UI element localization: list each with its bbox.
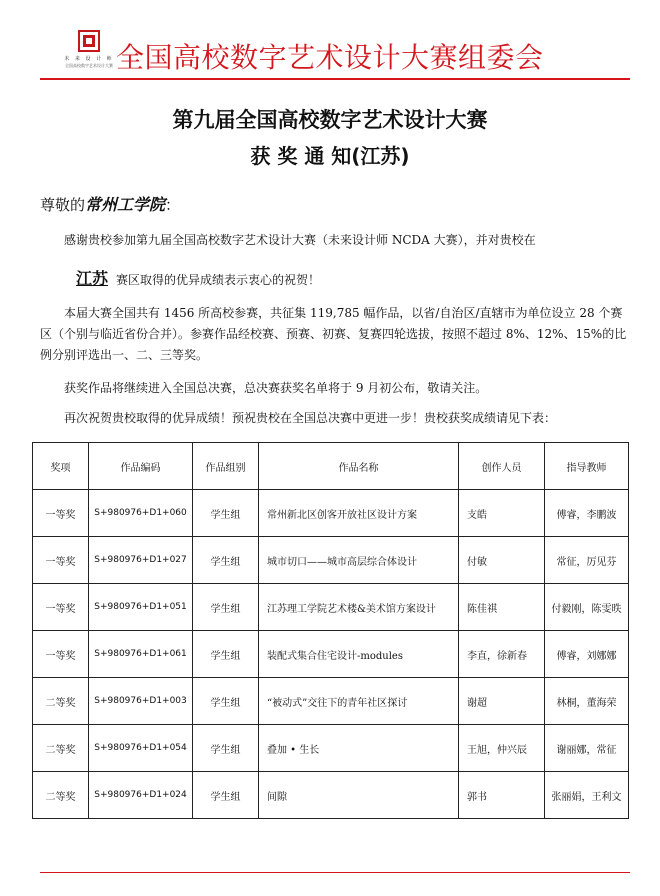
- header-group: 作品组别: [193, 443, 259, 490]
- cell-title: 城市切口——城市高层综合体设计: [259, 537, 459, 584]
- cell-title: 常州新北区创客开放社区设计方案: [259, 490, 459, 537]
- cell-code: S+980976+D1+060: [89, 490, 193, 537]
- cell-code: S+980976+D1+003: [89, 678, 193, 725]
- region-text: 赛区取得的优异成绩表示衷心的祝贺！: [116, 273, 321, 287]
- cell-title: 江苏理工学院艺术楼&美术馆方案设计: [259, 584, 459, 631]
- cell-advisors: 付毅刚，陈雯昳: [545, 584, 629, 631]
- cell-advisors: 谢丽娜，常征: [545, 725, 629, 772]
- header-divider: [40, 78, 630, 80]
- table-header-row: [33, 443, 629, 490]
- school-name: 常州工学院: [85, 195, 166, 214]
- cell-group: 学生组: [193, 772, 259, 819]
- cell-title: 叠加 • 生长: [259, 725, 459, 772]
- cell-group: 学生组: [193, 490, 259, 537]
- table-row: [33, 584, 629, 631]
- cell-advisors: 常征，厉见芬: [545, 537, 629, 584]
- region-line: [76, 266, 320, 289]
- header-award: 奖项: [33, 443, 89, 490]
- region-name: 江苏: [76, 269, 109, 288]
- cell-group: 学生组: [193, 537, 259, 584]
- footer-divider: [40, 872, 630, 873]
- paragraph-thanks: 感谢贵校参加第九届全国高校数字艺术设计大赛（未来设计师 NCDA 大赛），并对贵校在: [64, 233, 536, 247]
- cell-creators: 付敏: [459, 537, 545, 584]
- cell-creators: 李直，徐新春: [459, 631, 545, 678]
- cell-code: S+980976+D1+024: [89, 772, 193, 819]
- cell-group: 学生组: [193, 631, 259, 678]
- cell-group: 学生组: [193, 678, 259, 725]
- letterhead: [0, 0, 660, 82]
- cell-creators: 郭书: [459, 772, 545, 819]
- cell-title: 间隙: [259, 772, 459, 819]
- cell-code: S+980976+D1+054: [89, 725, 193, 772]
- awards-table: [32, 442, 629, 819]
- cell-code: S+980976+D1+027: [89, 537, 193, 584]
- salutation-suffix: ：: [165, 196, 181, 214]
- cell-award: 一等奖: [33, 537, 89, 584]
- cell-code: S+980976+D1+061: [89, 631, 193, 678]
- document-title: 第九届全国高校数字艺术设计大赛: [172, 108, 488, 132]
- organizer-title: 全国高校数字艺术设计大赛组委会: [116, 41, 544, 74]
- table-row: [33, 537, 629, 584]
- cell-award: 二等奖: [33, 772, 89, 819]
- header-code: 作品编码: [89, 443, 193, 490]
- table-row: [33, 772, 629, 819]
- cell-group: 学生组: [193, 725, 259, 772]
- cell-award: 一等奖: [33, 490, 89, 537]
- cell-title: 装配式集合住宅设计-modules: [259, 631, 459, 678]
- header-advisors: 指导教师: [545, 443, 629, 490]
- paragraph-statistics: 本届大赛全国共有 1456 所高校参赛，共征集 119,785 幅作品，以省/自治区/直辖市为单位设立 28 个赛区（个别与临近省份合并）。参赛作品经校赛、预赛、初赛、复赛四轮选拔，按照不超过 8%、12%、15%的比例分别评选出一、二、三等奖。: [40, 306, 627, 362]
- ncda-logo-icon: [78, 30, 100, 52]
- cell-award: 二等奖: [33, 725, 89, 772]
- cell-title: “被动式”交往下的青年社区探讨: [259, 678, 459, 725]
- logo-caption: 未 来 设 计 师: [64, 56, 114, 62]
- cell-award: 二等奖: [33, 678, 89, 725]
- paragraph-congrats: 再次祝贺贵校取得的优异成绩！预祝贵校在全国总决赛中更进一步！贵校获奖成绩请见下表：: [64, 411, 557, 425]
- table-row: [33, 631, 629, 678]
- cell-creators: 支皓: [459, 490, 545, 537]
- header-creators: 创作人员: [459, 443, 545, 490]
- table-row: [33, 490, 629, 537]
- cell-code: S+980976+D1+051: [89, 584, 193, 631]
- cell-advisors: 傅睿，李鹏波: [545, 490, 629, 537]
- cell-creators: 王旭，仲兴辰: [459, 725, 545, 772]
- cell-award: 一等奖: [33, 584, 89, 631]
- cell-award: 一等奖: [33, 631, 89, 678]
- header-title: 作品名称: [259, 443, 459, 490]
- table-row: [33, 725, 629, 772]
- cell-creators: 陈佳祺: [459, 584, 545, 631]
- paragraph-finals: 获奖作品将继续进入全国总决赛，总决赛获奖名单将于 9 月初公布，敬请关注。: [64, 381, 488, 395]
- cell-advisors: 傅睿，刘娜娜: [545, 631, 629, 678]
- salutation-prefix: 尊敬的: [40, 196, 86, 214]
- table-row: [33, 678, 629, 725]
- ncda-logo: [58, 30, 120, 78]
- salutation: [40, 192, 180, 215]
- cell-advisors: 张丽娟，王利文: [545, 772, 629, 819]
- logo-subcaption: 全国高校数字艺术设计大赛: [65, 63, 113, 68]
- cell-creators: 谢超: [459, 678, 545, 725]
- cell-group: 学生组: [193, 584, 259, 631]
- document-subtitle: 获 奖 通 知(江苏): [250, 144, 410, 168]
- cell-advisors: 林桐，董海荣: [545, 678, 629, 725]
